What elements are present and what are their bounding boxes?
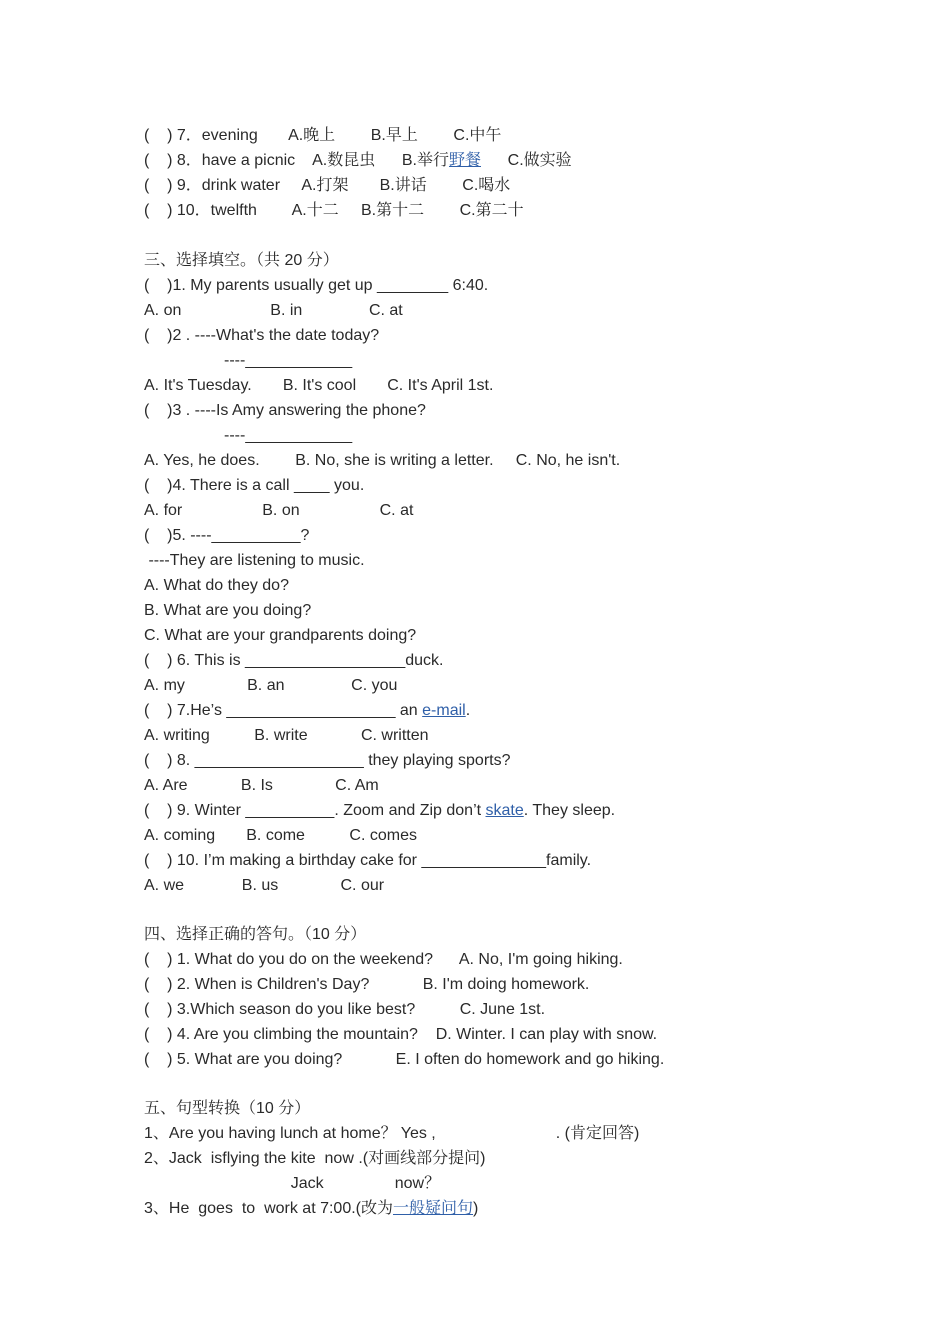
question-line: ( ) 6. This is __________________duck. bbox=[144, 652, 444, 669]
email-link[interactable]: e-mail bbox=[422, 702, 466, 719]
question-line: ( )1. My parents usually get up ________ 6:40. bbox=[144, 277, 489, 294]
option-line: A. Are B. Is C. Am bbox=[144, 777, 379, 794]
general-question-link[interactable]: 一般疑问句 bbox=[393, 1200, 474, 1217]
question-line: ( ) 8. ___________________ they playing sports? bbox=[144, 752, 511, 769]
vocab-item-10: ( ) 10．twelfth A.十二 B.第十二 C.第二十 bbox=[144, 202, 524, 219]
option-line: A. Yes, he does. B. No, she is writing a letter. C. No, he isn't. bbox=[144, 452, 621, 469]
option-line: A. coming B. come C. comes bbox=[144, 827, 417, 844]
question-line: ( )3 . ----Is Amy answering the phone? bbox=[144, 402, 426, 419]
option-line: A. for B. on C. at bbox=[144, 502, 414, 519]
option-line: A. my B. an C. you bbox=[144, 677, 398, 694]
section-3-heading: 三、选择填空。（共 20 分） bbox=[144, 252, 339, 269]
dialog-line: ----They are listening to music. bbox=[144, 552, 365, 569]
option-line: A. What do they do? bbox=[144, 577, 289, 594]
match-line: ( ) 4. Are you climbing the mountain? D. Winter. I can play with snow. bbox=[144, 1026, 658, 1043]
option-line: C. What are your grandparents doing? bbox=[144, 627, 417, 644]
match-line: ( ) 2. When is Children's Day? B. I'm doing homework. bbox=[144, 976, 590, 993]
option-line: A. on B. in C. at bbox=[144, 302, 403, 319]
vocab-item-8: ( ) 8．have a picnic A.数昆虫 B.举行野餐 C.做实验 bbox=[144, 152, 572, 169]
match-line: ( ) 3.Which season do you like best? C. June 1st. bbox=[144, 1001, 546, 1018]
option-line: B. What are you doing? bbox=[144, 602, 312, 619]
transform-line: 1、Are you having lunch at home？ Yes , . (肯定回答) bbox=[144, 1125, 640, 1142]
answer-blank-line: ----____________ bbox=[144, 352, 353, 369]
question-line: ( )5. ----__________? bbox=[144, 527, 310, 544]
option-line: A. It's Tuesday. B. It's cool C. It's April 1st. bbox=[144, 377, 494, 394]
match-line: ( ) 1. What do you do on the weekend? A. No, I'm going hiking. bbox=[144, 951, 623, 968]
question-line: ( )2 . ----What's the date today? bbox=[144, 327, 380, 344]
match-line: ( ) 5. What are you doing? E. I often do homework and go hiking. bbox=[144, 1051, 665, 1068]
question-line: ( ) 10. I’m making a birthday cake for ______________family. bbox=[144, 852, 592, 869]
option-line: A. we B. us C. our bbox=[144, 877, 385, 894]
section-4-heading: 四、选择正确的答句。（10 分） bbox=[144, 926, 367, 943]
picnic-link[interactable]: 野餐 bbox=[448, 152, 481, 169]
question-line: ( ) 7.He’s ___________________ an e-mail. bbox=[144, 702, 471, 719]
skate-link[interactable]: skate bbox=[485, 802, 524, 819]
transform-line: 3、He goes to work at 7:00.(改为一般疑问句) bbox=[144, 1200, 479, 1217]
option-line: A. writing B. write C. written bbox=[144, 727, 429, 744]
question-line: ( )4. There is a call ____ you. bbox=[144, 477, 365, 494]
answer-blank-line: ----____________ bbox=[144, 427, 353, 444]
transform-line: 2、Jack isflying the kite now .(对画线部分提问) bbox=[144, 1150, 486, 1167]
vocab-item-9: ( ) 9．drink water A.打架 B.讲话 C.喝水 bbox=[144, 177, 511, 194]
vocab-item-7: ( ) 7．evening A.晚上 B.早上 C.中午 bbox=[144, 127, 502, 144]
section-5-heading: 五、句型转换（10 分） bbox=[144, 1100, 311, 1117]
transform-line: Jack now？ bbox=[144, 1175, 441, 1192]
question-line: ( ) 9. Winter __________. Zoom and Zip don’t skate. They sleep. bbox=[144, 802, 616, 819]
